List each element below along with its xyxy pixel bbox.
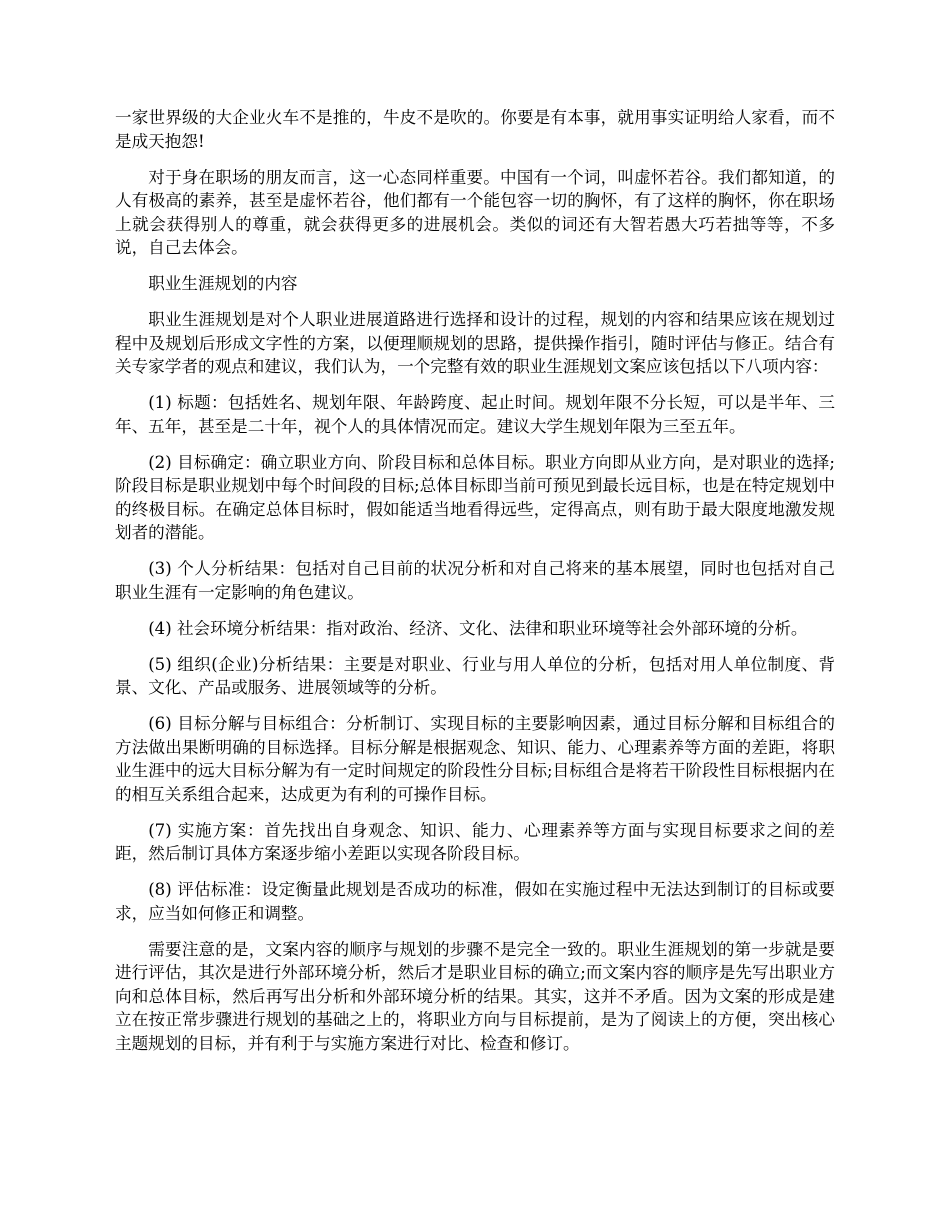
paragraph-continuation: 一家世界级的大企业火车不是推的，牛皮不是吹的。你要是有本事，就用事实证明给人家看，而不是成天抱怨! bbox=[115, 108, 835, 151]
document-page bbox=[115, 106, 835, 1068]
list-item-organization-analysis: (5) 组织(企业)分析结果：主要是对职业、行业与用人单位的分析，包括对用人单位制度、背景、文化、产品或服务、进展领域等的分析。 bbox=[115, 654, 835, 697]
list-item-implementation: (7) 实施方案：首先找出自身观念、知识、能力、心理素养等方面与实现目标要求之间的差距，然后制订具体方案逐步缩小差距以实现各阶段目标。 bbox=[115, 820, 835, 863]
list-item-social-analysis: (4) 社会环境分析结果：指对政治、经济、文化、法律和职业环境等社会外部环境的分析。 bbox=[148, 618, 808, 638]
list-item-title: (1) 标题：包括姓名、规划年限、年龄跨度、起止时间。规划年限不分长短，可以是半年、三年、五年，甚至是二十年，视个人的具体情况而定。建议大学生规划年限为三至五年。 bbox=[115, 393, 835, 436]
paragraph-intro: 职业生涯规划是对个人职业进展道路进行选择和设计的过程，规划的内容和结果应该在规划过程中及规划后形成文字性的方案，以便理顺规划的思路，提供操作指引，随时评估与修正。结合有关专家学者的观点和建议，我们认为，一个完整有效的职业生涯规划文案应该包括以下八项内容： bbox=[115, 310, 835, 376]
list-item-personal-analysis: (3) 个人分析结果：包括对自己目前的状况分析和对自己将来的基本展望，同时也包括对自己职业生涯有一定影响的角色建议。 bbox=[115, 559, 835, 602]
list-item-evaluation: (8) 评估标准：设定衡量此规划是否成功的标准，假如在实施过程中无法达到制订的目标或要求，应当如何修正和调整。 bbox=[115, 880, 835, 923]
list-item-goal-decomposition: (6) 目标分解与目标组合：分析制订、实现目标的主要影响因素，通过目标分解和目标组合的方法做出果断明确的目标选择。目标分解是根据观念、知识、能力、心理素养等方面的差距，将职业生涯中的远大目标分解为有一定时间规定的阶段性分目标;目标组合是将若干阶段性目标根据内在的相互关系组合起来，达成更为有利的可操作目标。 bbox=[115, 714, 835, 804]
section-heading: 职业生涯规划的内容 bbox=[148, 274, 298, 293]
paragraph-note: 需要注意的是，文案内容的顺序与规划的步骤不是完全一致的。职业生涯规划的第一步就是要进行评估，其次是进行外部环境分析，然后才是职业目标的确立;而文案内容的顺序是先写出职业方向和总体目标，然后再写出分析和外部环境分析的结果。其实，这并不矛盾。因为文案的形成是建立在按正常步骤进行规划的基础之上的，将职业方向与目标提前，是为了阅读上的方便，突出核心主题规划的目标，并有利于与实施方案进行对比、检查和修订。 bbox=[115, 939, 835, 1053]
list-item-goal: (2) 目标确定：确立职业方向、阶段目标和总体目标。职业方向即从业方向，是对职业的选择;阶段目标是职业规划中每个时间段的目标;总体目标即当前可预见到最长远目标，也是在特定规划中的终极目标。在确定总体目标时，假如能适当地看得远些，定得高点，则有助于最大限度地激发规划者的潜能。 bbox=[115, 452, 835, 542]
paragraph-mindset: 对于身在职场的朋友而言，这一心态同样重要。中国有一个词，叫虚怀若谷。我们都知道，的人有极高的素养，甚至是虚怀若谷，他们都有一个能包容一切的胸怀，有了这样的胸怀，你在职场上就会获得别人的尊重，就会获得更多的进展机会。类似的词还有大智若愚大巧若拙等等，不多说，自己去体会。 bbox=[115, 167, 835, 257]
